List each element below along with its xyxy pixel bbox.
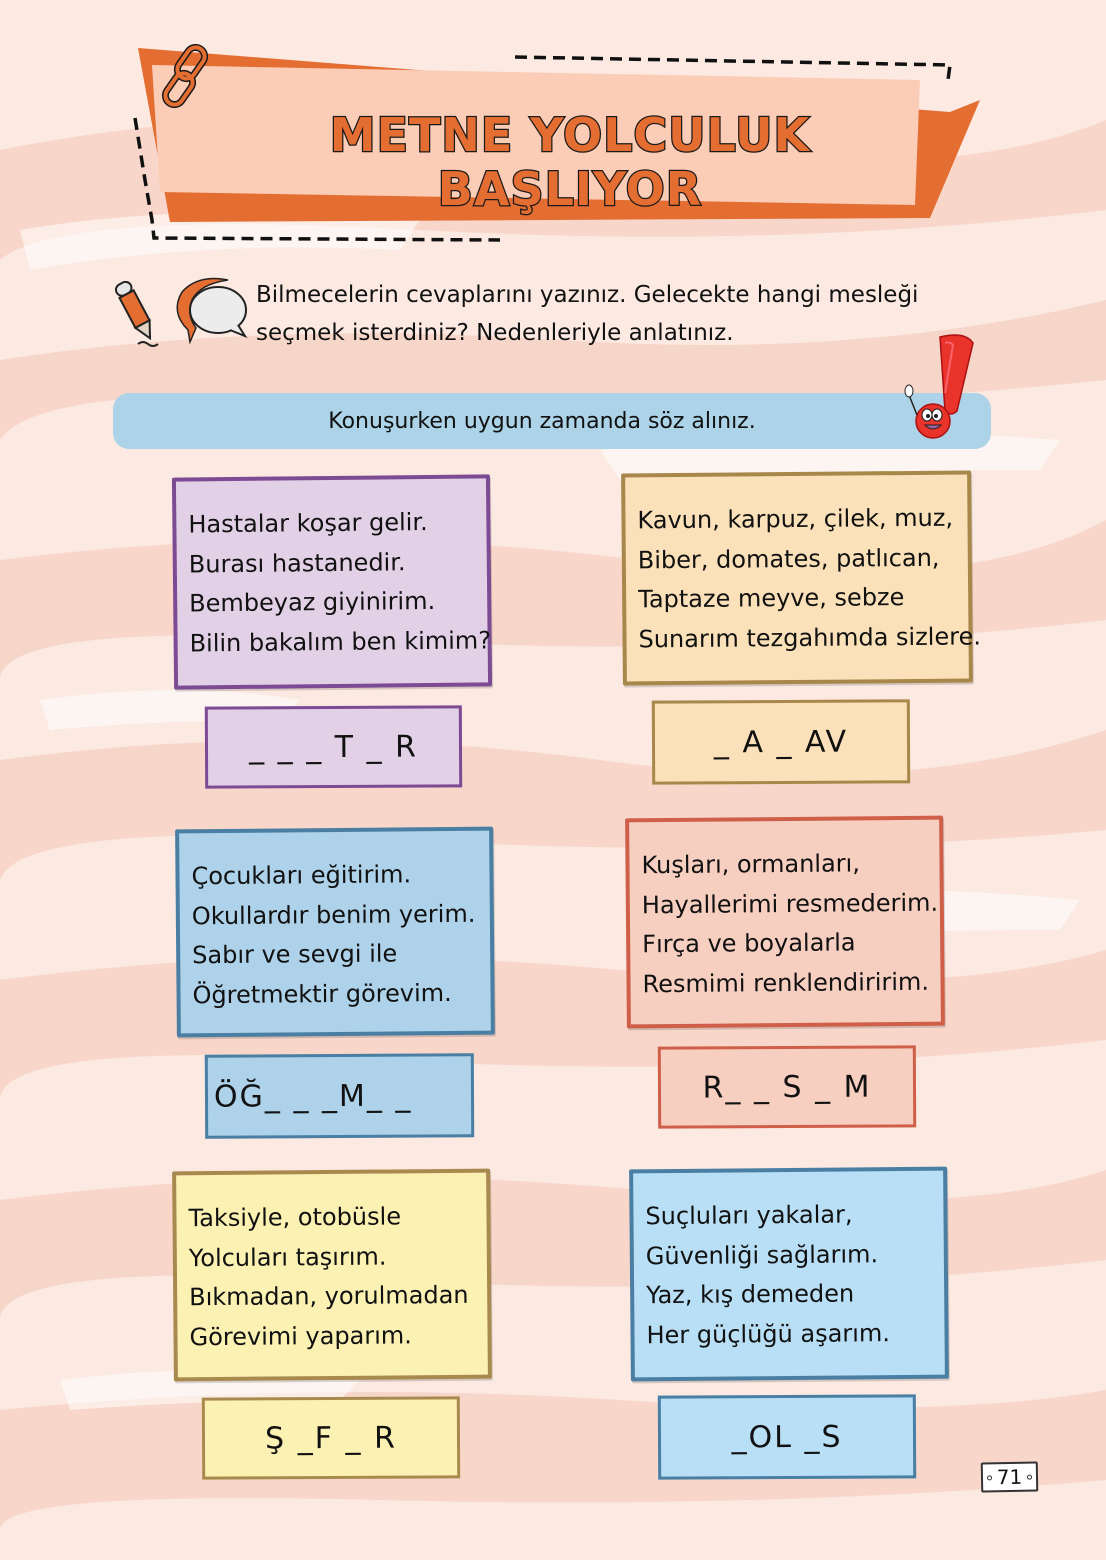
riddle-line: Öğretmektir görevim. [192,978,452,1009]
instruction-line-1: Bilmecelerin cevaplarını yazınız. Gelecekte hangi mesleği [256,282,919,308]
speech-bubble-icon [177,279,246,343]
riddle-card-teacher [175,827,495,1038]
riddle-card-driver [172,1169,492,1382]
answer-box-painter[interactable]: R_ _ S _ M [658,1045,916,1128]
riddle-line: Hastalar koşar gelir. [188,507,428,539]
riddle-line: Yaz, kış demeden [646,1279,855,1310]
riddle-card-doctor [172,474,492,689]
riddle-line: Her güçlüğü aşarım. [646,1318,891,1349]
riddle-line: Çocukları eğitirim. [191,860,412,891]
title-banner [130,40,990,260]
chain-link-icon [160,44,220,114]
riddle-line: Burası hastanedir. [188,547,406,578]
riddle-line: Yolcuları taşırım. [188,1242,387,1272]
riddle-line: Kavun, karpuz, çilek, muz, [637,503,954,535]
riddle-line: Görevimi yaparım. [189,1320,412,1351]
answer-box-teacher[interactable]: ÖĞ_ _ _M_ _ [205,1053,474,1138]
riddle-line: Biber, domates, patlıcan, [637,543,940,574]
answer-box-police[interactable]: _OL _S [658,1394,916,1479]
riddle-line: Hayallerimi resmederim. [641,888,939,919]
riddle-line: Suçluları yakalar, [645,1200,853,1231]
riddle-line: Resmimi renklendiririm. [642,967,930,998]
riddle-line: Kuşları, ormanları, [641,849,861,880]
riddle-card-greengrocer [621,470,982,685]
pencil-icon [114,280,158,346]
riddle-line: Fırça ve boyalarla [642,928,856,959]
riddle-line: Okullardır benim yerim. [191,899,476,930]
answer-box-greengrocer[interactable]: _ A _ AV [652,699,910,784]
riddle-line: Bıkmadan, yorulmadan [189,1280,469,1312]
instruction-row [110,270,980,360]
tip-bar [113,393,991,449]
instruction-icons [110,270,255,355]
exclamation-mascot-icon [895,333,985,443]
answer-box-driver[interactable]: Ş _F _ R [202,1396,460,1479]
instruction-line-2: seçmek isterdiniz? Nedenleriyle anlatınız. [256,320,734,346]
tip-text: Konuşurken uygun zamanda söz alınız. [328,408,756,434]
riddle-card-police [629,1167,949,1382]
instruction-text [256,276,976,352]
riddle-card-painter [625,816,945,1029]
riddle-line: Sunarım tezgahımda sizlere. [638,621,982,653]
riddle-line: Güvenliği sağlarım. [645,1239,879,1270]
decorative-dot [1027,1475,1032,1480]
riddle-line: Sabır ve sevgi ile [192,939,398,970]
riddle-line: Taptaze meyve, sebze [638,583,905,614]
page-number-badge [981,1462,1039,1493]
riddle-line: Taksiyle, otobüsle [188,1202,402,1233]
riddle-line: Bembeyaz giyinirim. [189,586,436,618]
decorative-dot [987,1475,992,1480]
page-title: METNE YOLCULUK BAŞLIYOR [329,108,811,216]
page-number: 71 [996,1464,1023,1490]
answer-box-doctor[interactable]: _ _ _ T _ R [205,705,462,788]
riddle-line: Bilin bakalım ben kimim? [189,625,492,657]
